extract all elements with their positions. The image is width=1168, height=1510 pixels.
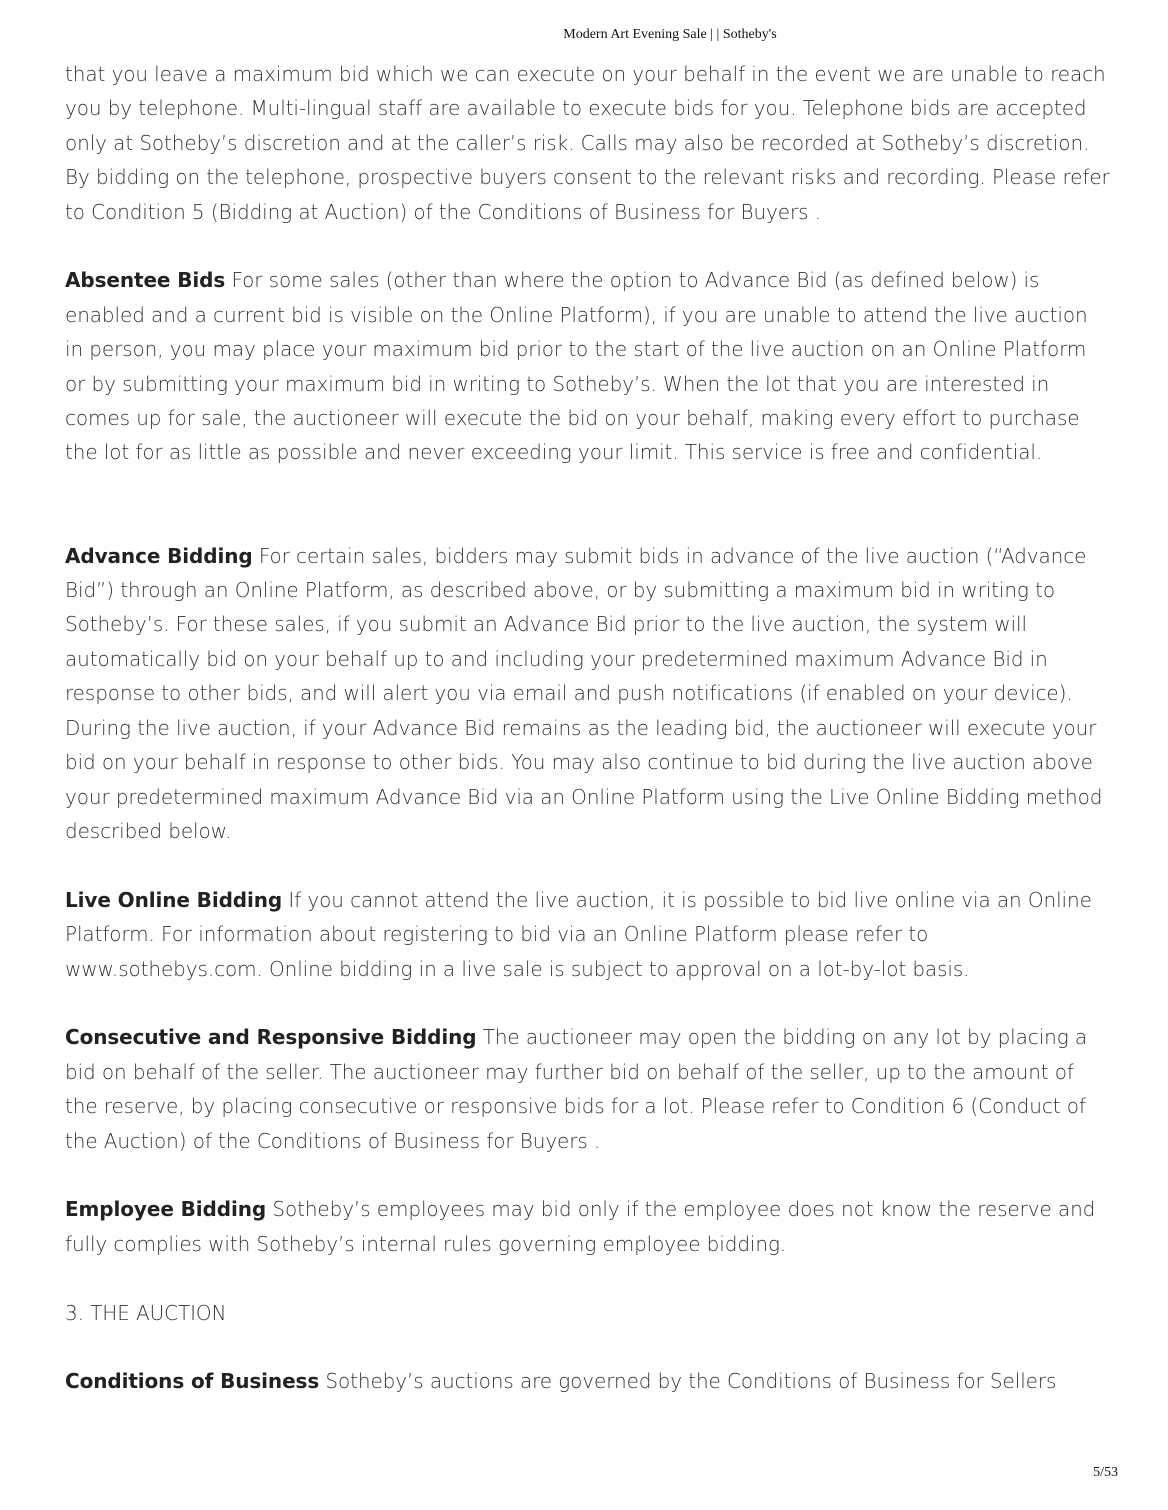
paragraph-text: that you leave a maximum bid which we can execute on your behalf in the event we are unable to reach you by telephone. Multi-lingual staff are available to execute bids for you. Telephone bids are accepted only at Sotheby’s discretion and at the caller’s risk. Calls may also be recorded at Sotheby’s discretion. By bidding on the telephone, prospective buyers consent to the relevant risks and recording. Please refer to Condition 5 (Bidding at Auction) of the Conditions of Business for Buyers . — [65, 62, 1110, 224]
section-heading-the-auction: 3. THE AUCTION — [65, 1300, 227, 1325]
page-header-title: Modern Art Evening Sale | | Sotheby's — [563, 27, 777, 42]
advance-bidding-text: For certain sales, bidders may submit bids in advance of the live auction (“Advance Bid”) through an Online Platform, as described above, or by submitting a maximum bid in writing to Sotheby’s. For these sales, if you submit an Advance Bid prior to the live auction, the system will automatically bid on your behalf up to and including your predetermined maximum Advance Bid in response to other bids, and will alert you via email and push notifications (if enabled on your device). During the live auction, if your Advance Bid remains as the leading bid, the auctioneer will execute your bid on your behalf in response to other bids. You may also continue to bid during the live auction above your predetermined maximum Advance Bid via an Online Platform using the Live Online Bidding method described below. — [65, 543, 1103, 843]
absentee-bids-term: Absentee Bids — [65, 268, 226, 293]
live-online-bidding-paragraph — [65, 883, 1110, 986]
advance-bidding-paragraph — [65, 539, 1110, 849]
conditions-of-business-text: Sotheby’s auctions are governed by the Conditions of Business for Sellers — [319, 1369, 1057, 1394]
advance-bidding-term: Advance Bidding — [65, 543, 253, 568]
employee-bidding-paragraph — [65, 1192, 1110, 1261]
telephone-bids-continuation — [65, 57, 1110, 229]
absentee-bids-paragraph — [65, 263, 1110, 469]
consecutive-bidding-term: Consecutive and Responsive Bidding — [65, 1025, 477, 1050]
conditions-of-business-paragraph — [65, 1364, 1110, 1398]
consecutive-bidding-paragraph — [65, 1020, 1110, 1158]
page-number: 5/53 — [1093, 1465, 1118, 1480]
live-online-bidding-text: If you cannot attend the live auction, it is possible to bid live online via an Online Platform. For information about registering to bid via an Online Platform please refer to www.sothebys.com. Online bidding in a live sale is subject to approval on a lot-by-lot basis. — [65, 887, 1092, 981]
document-body — [65, 57, 1110, 1433]
consecutive-bidding-text: The auctioneer may open the bidding on any lot by placing a bid on behalf of the seller. The auctioneer may further bid on behalf of the seller, up to the amount of the reserve, by placing consecutive or responsive bids for a lot. Please refer to Condition 6 (Conduct of the Auction) of the Conditions of Business for Buyers . — [65, 1025, 1088, 1153]
absentee-bids-text: For some sales (other than where the option to Advance Bid (as defined below) is enabled and a current bid is visible on the Online Platform), if you are unable to attend the live auction in person, you may place your maximum bid prior to the start of the live auction on an Online Platform or by submitting your maximum bid in writing to Sotheby’s. When the lot that you are interested in comes up for sale, the auctioneer will execute the bid on your behalf, making every effort to purchase the lot for as little as possible and never exceeding your limit. This service is free and confidential. — [65, 268, 1088, 465]
live-online-bidding-term: Live Online Bidding — [65, 887, 283, 912]
conditions-of-business-term: Conditions of Business — [65, 1369, 320, 1394]
employee-bidding-term: Employee Bidding — [65, 1197, 267, 1222]
employee-bidding-text: Sotheby’s employees may bid only if the employee does not know the reserve and fully complies with Sotheby’s internal rules governing employee bidding. — [65, 1197, 1096, 1256]
